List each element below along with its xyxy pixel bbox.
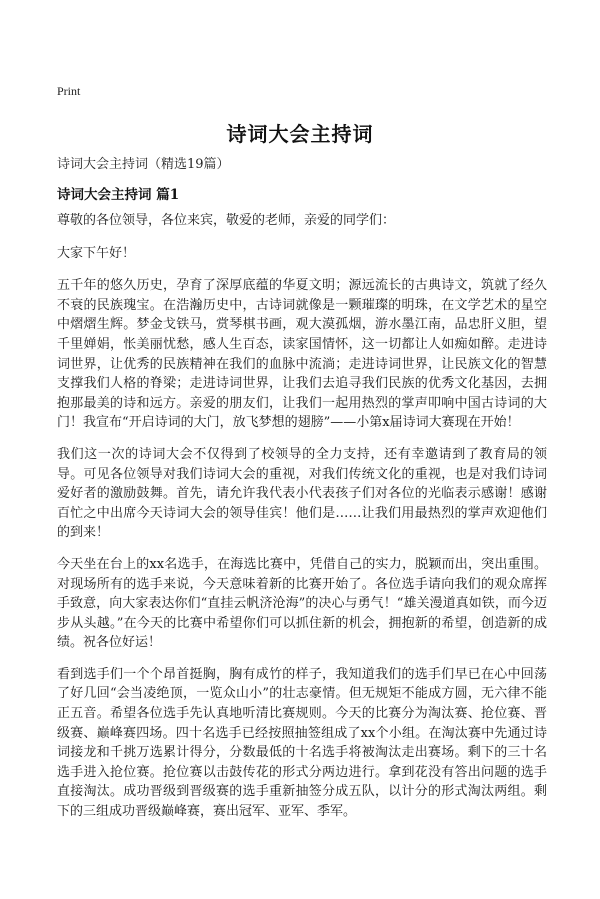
document-body [57, 211, 547, 834]
paragraph-thanks: 我们这一次的诗词大会不仅得到了校领导的全力支持，还有幸邀请到了教育局的领导。可见各位领导对我们诗词大会的重视，对我们传统文化的重视，也是对我们诗词爱好者的激励鼓舞。首先，请允许我代表小代表孩子们对各位的光临表示感谢！感谢百忙之中出席今天诗词大会的领导佳宾！他们是……让我们用最热烈的掌声欢迎他们的到来！ [57, 446, 547, 541]
page-title: 诗词大会主持词 [226, 122, 374, 146]
paragraph-rules: 看到选手们一个个昂首挺胸，胸有成竹的样子，我知道我们的选手们早已在心中回荡了好几回“会当凌绝顶，一览众山小”的壮志豪情。但无规矩不能成方圆，无六律不能正五音。希望各位选手先认真地听清比赛规则。今天的比赛分为淘汰赛、抢位赛、晋级赛、巅峰赛四场。四十名选手已经按照抽签组成了xx个小组。在淘汰赛中先通过诗词接龙和千挑万选累计得分，分数最低的十名选手将被淘汰走出赛场。剩下的三十名选手进入抢位赛。抢位赛以击鼓传花的形式分两边进行。拿到花没有答出问题的选手直接淘汰。成功晋级到晋级赛的选手重新抽签分成五队，以计分的形式淘汰两组。剩下的三组成功晋级巅峰赛，赛出冠军、亚军、季军。 [57, 666, 547, 820]
paragraph-greeting: 大家下午好！ [57, 245, 136, 261]
paragraph-contestants: 今天坐在台上的xx名选手，在海选比赛中，凭借自己的实力，脱颖而出，突出重围。对现场所有的选手来说，今天意味着新的比赛开始了。各位选手请向我们的观众席挥手致意，向大家表达你们“直挂云帆济沧海”的决心与勇气！“雄关漫道真如铁，而今迈步从头越。”在今天的比赛中希望你们可以抓住新的机会，拥抱新的希望，创造新的成绩。祝各位好运！ [57, 556, 547, 651]
paragraph-salutation: 尊敬的各位领导，各位来宾，敬爱的老师，亲爱的同学们： [57, 213, 396, 228]
document-subtitle: 诗词大会主持词（精选19篇） [57, 157, 230, 172]
section-heading: 诗词大会主持词 篇1 [57, 187, 180, 203]
print-label: Print [57, 84, 81, 98]
paragraph-opening: 五千年的悠久历史，孕育了深厚底蕴的华夏文明；源远流长的古典诗文，筑就了经久不衰的民族瑰宝。在浩瀚历史中，古诗词就像是一颗璀璨的明珠，在文学艺术的星空中熠熠生辉。梦金戈铁马，赏琴棋书画，观大漠孤烟，游水墨江南，品忠肝义胆，望千里婵娟，怅美丽忧愁，感人生百态，读家国情怀，这一切都让人如痴如醉。走进诗词世界，让优秀的民族精神在我们的血脉中流淌；走进诗词世界，让民族文化的智慧支撑我们人格的脊梁；走进诗词世界，让我们去追寻我们民族的优秀文化基因，去拥抱那最美的诗和远方。亲爱的朋友们，让我们一起用热烈的掌声叩响中国古诗词的大门！我宣布“开启诗词的大门，放飞梦想的翅膀”——小第x届诗词大赛现在开始！ [57, 278, 547, 431]
